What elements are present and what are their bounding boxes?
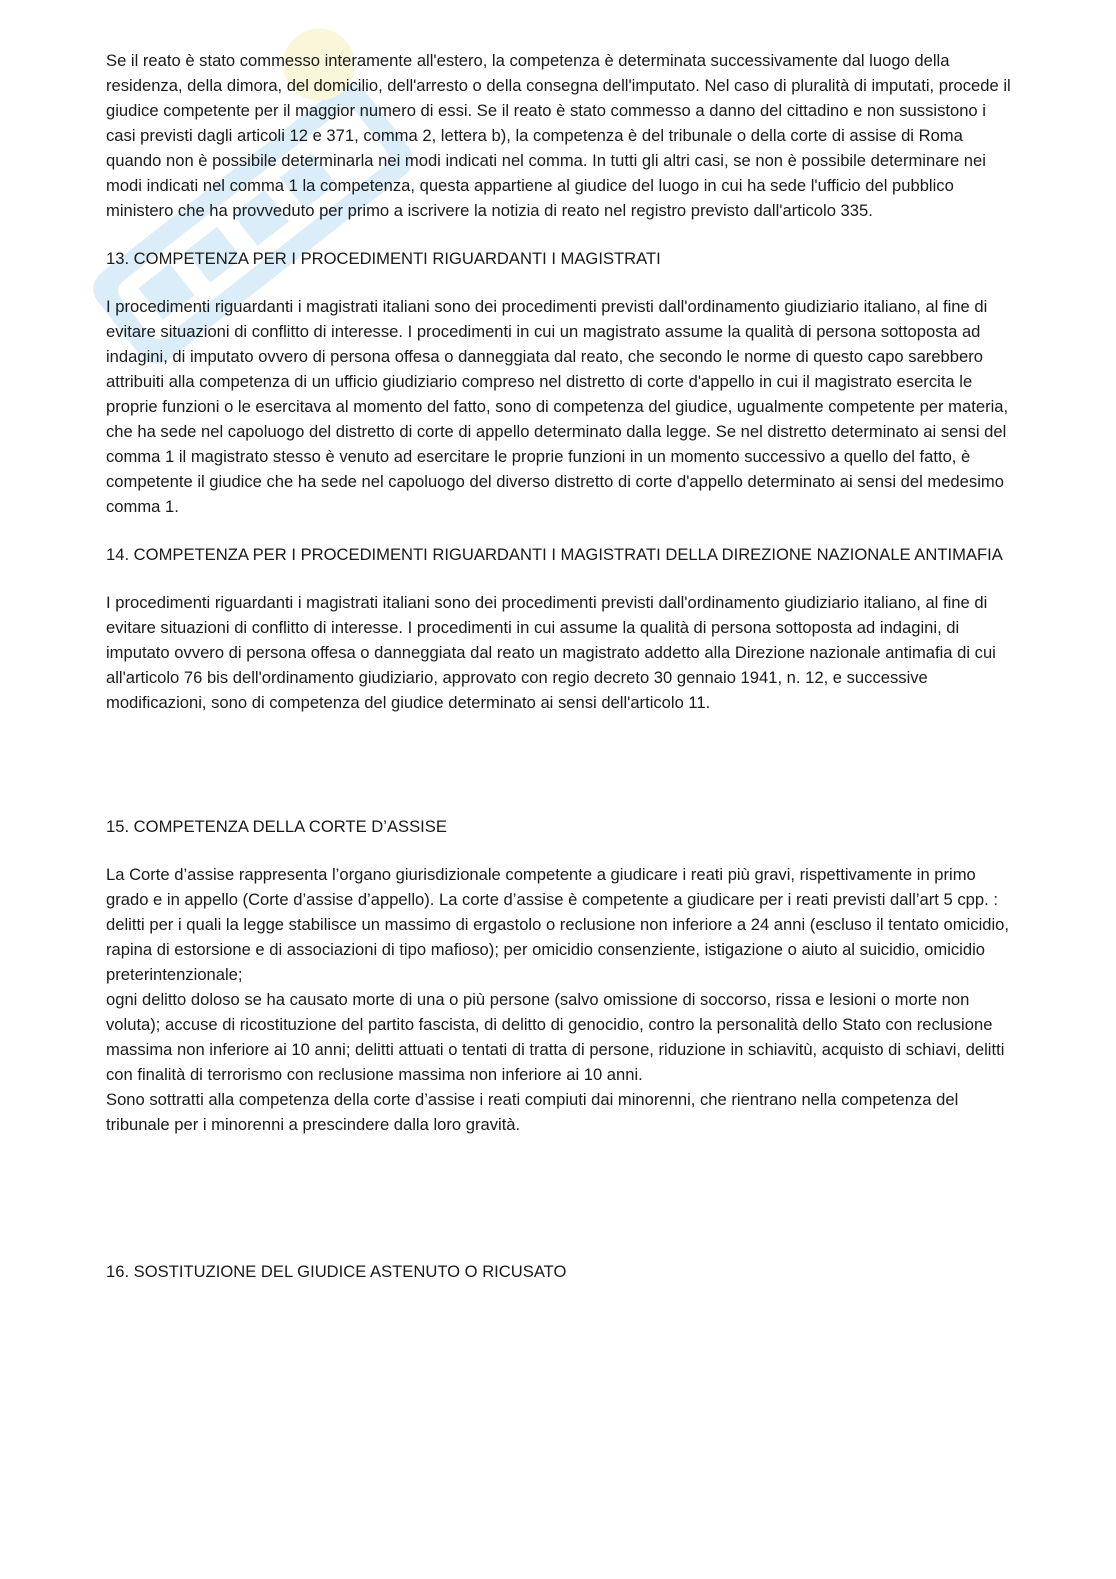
paragraph-section-15-b: ogni delitto doloso se ha causato morte di una o più persone (salvo omissione di soccorso, rissa e lesioni o morte non voluta); accuse di ricostituzione del partito fascista, di delitto di genocidio, contro la personalità dello Stato con reclusione massima non inferiore ai 10 anni; delitti attuati o tentati di tratta di persone, riduzione in schiavitù, acquisto di schiavi, delitti con finalità di terrorismo con reclusione massima non inferiore ai 10 anni. (106, 990, 1005, 1084)
heading-section-13: 13. COMPETENZA PER I PROCEDIMENTI RIGUARDANTI I MAGISTRATI (106, 249, 661, 268)
paragraph-section-15-a: La Corte d’assise rappresenta l’organo giurisdizionale competente a giudicare i reati più gravi, rispettivamente in primo grado e in appello (Corte d’assise d’appello). La corte d’assise è competente a giudicare per i reati previsti dall’art 5 cpp. : delitti per i quali la legge stabilisce un massimo di ergastolo o reclusione non inferiore a 24 anni (escluso il tentato omicidio, rapina di estorsione e di associazioni di tipo mafioso); per omicidio consenziente, istigazione o aiuto al suicidio, omicidio preterintenzionale; (106, 865, 1010, 984)
paragraph-foreign-crime: Se il reato è stato commesso interamente all'estero, la competenza è determinata successivamente dal luogo della residenza, della dimora, del domicilio, dell'arresto o della consegna dell'imputato. Nel caso di pluralità di imputati, procede il giudice competente per il maggior numero di essi. Se il reato è stato commesso a danno del cittadino e non sussistono i casi previsti dagli articoli 12 e 371, comma 2, lettera b), la competenza è del tribunale o della corte di assise di Roma quando non è possibile determinarla nei modi indicati nel comma. In tutti gli altri casi, se non è possibile determinare nei modi indicati nel comma 1 la competenza, questa appartiene al giudice del luogo in cui ha sede l'ufficio del pubblico ministero che ha provveduto per primo a iscrivere la notizia di reato nel registro previsto dall'articolo 335. (106, 51, 1011, 220)
paragraph-section-13: I procedimenti riguardanti i magistrati italiani sono dei procedimenti previsti dall'ordinamento giudiziario italiano, al fine di evitare situazioni di conflitto di interesse. I procedimenti in cui un magistrato assume la qualità di persona sottoposta ad indagini, di imputato ovvero di persona offesa o danneggiata dal reato, che secondo le norme di questo capo sarebbero attribuiti alla competenza di un ufficio giudiziario compreso nel distretto di corte d'appello in cui il magistrato esercita le proprie funzioni o le esercitava al momento del fatto, sono di competenza del giudice, ugualmente competente per materia, che ha sede nel capoluogo del distretto di corte di appello determinato dalla legge. Se nel distretto determinato ai sensi del comma 1 il magistrato stesso è venuto ad esercitare le proprie funzioni in un momento successivo a quello del fatto, è competente il giudice che ha sede nel capoluogo del diverso distretto di corte d'appello determinato ai sensi del medesimo comma 1. (106, 297, 1009, 516)
paragraph-section-14: I procedimenti riguardanti i magistrati italiani sono dei procedimenti previsti dall'ordinamento giudiziario italiano, al fine di evitare situazioni di conflitto di interesse. I procedimenti in cui assume la qualità di persona sottoposta ad indagini, di imputato ovvero di persona offesa o danneggiata dal reato un magistrato addetto alla Direzione nazionale antimafia di cui all'articolo 76 bis dell'ordinamento giudiziario, approvato con regio decreto 30 gennaio 1941, n. 12, e successive modificazioni, sono di competenza del giudice determinato ai sensi dell'articolo 11. (106, 593, 996, 712)
paragraph-section-15-c: Sono sottratti alla competenza della corte d’assise i reati compiuti dai minorenni, che rientrano nella competenza del tribunale per i minorenni a prescindere dalla loro gravità. (106, 1090, 959, 1134)
document-page (106, 48, 1011, 1284)
heading-section-16: 16. SOSTITUZIONE DEL GIUDICE ASTENUTO O RICUSATO (106, 1262, 567, 1281)
heading-section-14: 14. COMPETENZA PER I PROCEDIMENTI RIGUARDANTI I MAGISTRATI DELLA DIREZIONE NAZIONALE ANTIMAFIA (106, 545, 1003, 564)
heading-section-15: 15. COMPETENZA DELLA CORTE D’ASSISE (106, 817, 447, 836)
